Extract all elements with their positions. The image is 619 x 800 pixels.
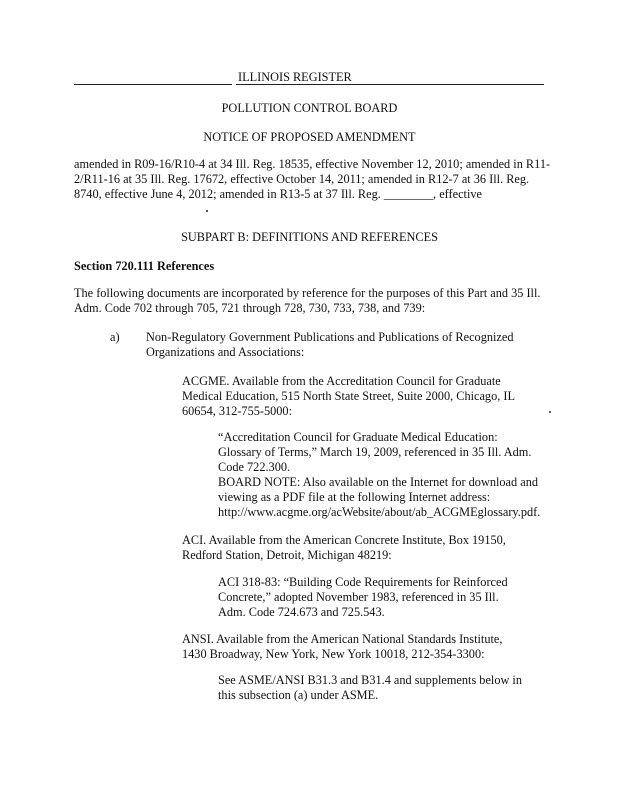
ansi-entry: ANSI. Available from the American National Standards Institute, 1430 Broadway, New York, New York 10018, 212-354-3300: xyxy=(182,632,503,661)
section-heading: Section 720.111 References xyxy=(74,259,215,273)
intro-line-1: amended in R09-16/R10-4 at 34 Ill. Reg. 18535, effective November 12, 2010; amended in R11- xyxy=(74,157,551,171)
aci-reference: ACI 318-83: “Building Code Requirements for Reinforced Concrete,” adopted November 1983, referenced in 35 Ill. Adm. Code 724.673 and 725.543. xyxy=(218,575,508,619)
register-title: ILLINOIS REGISTER xyxy=(238,70,352,84)
acgme-reference: “Accreditation Council for Graduate Medical Education: Glossary of Terms,” March 19, 2009, referenced in 35 Ill. Adm. Code 722.300. xyxy=(218,430,532,474)
intro-line-3: 8740, effective June 4, 2012; amended in R13-5 at 37 Ill. Reg. ________, effective xyxy=(74,187,482,201)
notice-title: NOTICE OF PROPOSED AMENDMENT xyxy=(203,130,416,144)
acgme-board-note-url: http://www.acgme.org/acWebsite/about/ab_ACGMEglossary.pdf. xyxy=(218,505,541,519)
aci-entry: ACI. Available from the American Concrete Institute, Box 19150, Redford Station, Detroit, Michigan 48219: xyxy=(182,533,506,562)
header-underline xyxy=(236,84,544,85)
margin-mark xyxy=(549,411,551,413)
header-left-rule xyxy=(74,84,232,85)
board-title: POLLUTION CONTROL BOARD xyxy=(221,101,398,115)
stray-mark xyxy=(206,210,208,212)
item-a-label: a) xyxy=(110,330,120,344)
subpart-title: SUBPART B: DEFINITIONS AND REFERENCES xyxy=(181,230,438,244)
item-a-text: Non-Regulatory Government Publications and Publications of Recognized Organizations and Associations: xyxy=(146,330,514,359)
acgme-board-note-line-2: viewing as a PDF file at the following Internet address: xyxy=(218,490,491,504)
intro-line-2: 2/R11-16 at 35 Ill. Reg. 17672, effective October 14, 2011; amended in R12-7 at 36 Ill. Reg. xyxy=(74,172,530,186)
acgme-entry: ACGME. Available from the Accreditation Council for Graduate Medical Education, 515 North State Street, Suite 2000, Chicago, IL 60654, 312-755-5000: xyxy=(182,374,515,418)
ansi-reference: See ASME/ANSI B31.3 and B31.4 and supplements below in this subsection (a) under ASME. xyxy=(218,673,522,702)
acgme-board-note-line-1: BOARD NOTE: Also available on the Internet for download and xyxy=(218,475,538,489)
section-intro: The following documents are incorporated by reference for the purposes of this Part and 35 Ill. Adm. Code 702 through 705, 721 through 728, 730, 733, 738, and 739: xyxy=(74,286,541,315)
